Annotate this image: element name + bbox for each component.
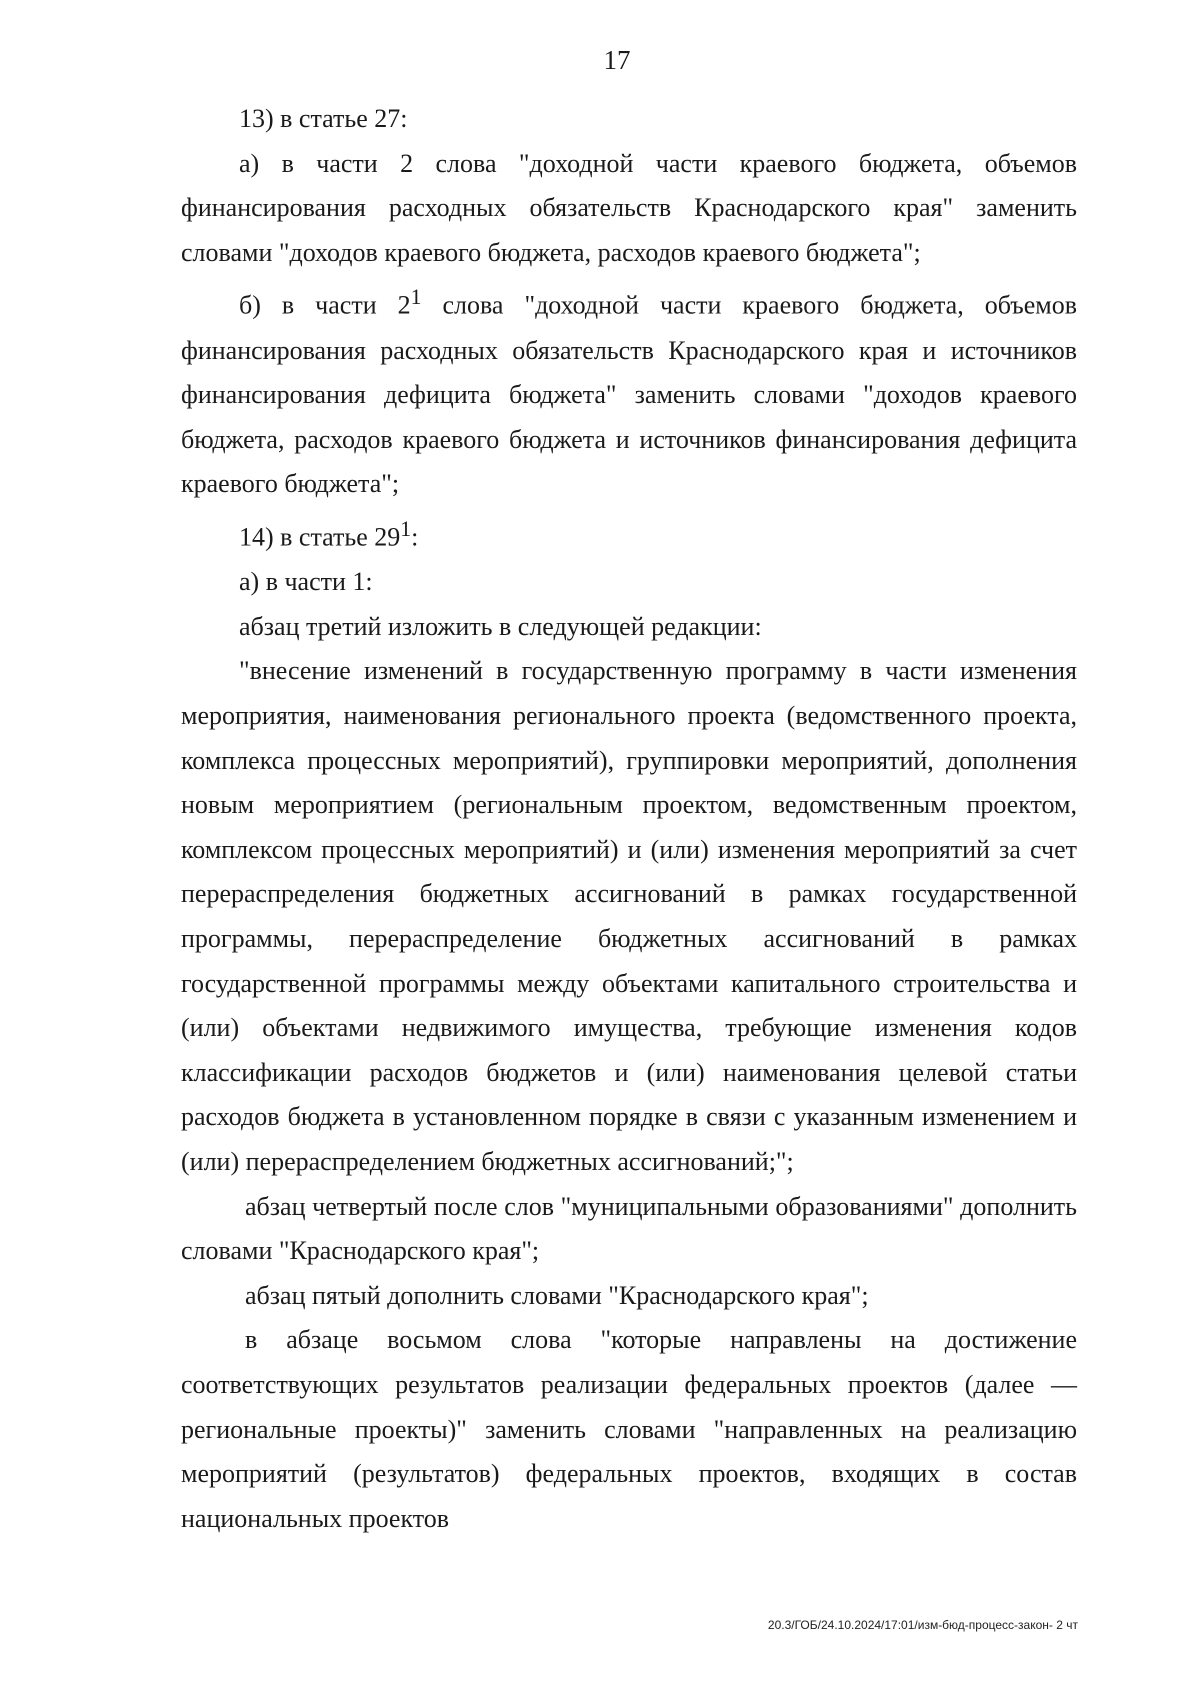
superscript: 1 [410,285,422,310]
paragraph-third-abzac: абзац третий изложить в следующей редакции: [239,611,762,641]
document-footer-stamp: 20.3/ГОБ/24.10.2024/17:01/изм-бюд-процесс-закон- 2 чт [767,1618,1078,1632]
page-number: 17 [603,45,631,75]
paragraph-part-2-amendment: а) в части 2 слова "доходной части краевого бюджета, объемов финансирования расходных обязательств Краснодарского края" заменить словами "доходов краевого бюджета, расходов краевого бюджета"; [181,148,1077,267]
paragraph-fourth-abzac: абзац четвертый после слов "муниципальными образованиями" дополнить словами "Краснодарского края"; [181,1191,1077,1266]
paragraph-eighth-abzac: в абзаце восьмом слова "которые направлены на достижение соответствующих результатов реализации федеральных проектов (далее — региональные проекты)" заменить словами "направленных на реализацию мероприятий (результатов) федеральных проектов, входящих в состав национальных проектов [181,1325,1077,1533]
paragraph-fifth-abzac: абзац пятый дополнить словами "Краснодарского края"; [245,1280,869,1310]
paragraph-part-2-1-amendment: б) в части $2^1$ слова "доходной части краевого бюджета, объемов финансирования расходных обязательств Краснодарского края и источников финансирования дефицита бюджета" заменить словами "доходов краевого бюджета, расходов краевого бюджета и источников финансирования дефицита краевого бюджета"; [181,285,1077,499]
superscript: 1 [400,517,412,541]
document-body [181,97,1077,1541]
paragraph-article-29-1: 14) в статье $29^1$: [239,517,419,552]
paragraph-part-1: а) в части 1: [239,567,373,597]
paragraph-article-27: 13) в статье 27: [239,104,408,133]
paragraph-new-wording: "внесение изменений в государственную программу в части изменения мероприятия, наименования регионального проекта (ведомственного проекта, комплекса процессных мероприятий), группировки мероприятий, дополнения новым мероприятием (региональным проектом, ведомственным проектом, комплексом процессных мероприятий) и (или) изменения мероприятий за счет перераспределения бюджетных ассигнований в рамках государственной программы, перераспределение бюджетных ассигнований в рамках государственной программы между объектами капитального строительства и (или) объектами недвижимого имущества, требующие изменения кодов классификации расходов бюджетов и (или) наименования целевой статьи расходов бюджета в установленном порядке в связи с указанным изменением и (или) перераспределением бюджетных ассигнований;"; [181,656,1077,1176]
